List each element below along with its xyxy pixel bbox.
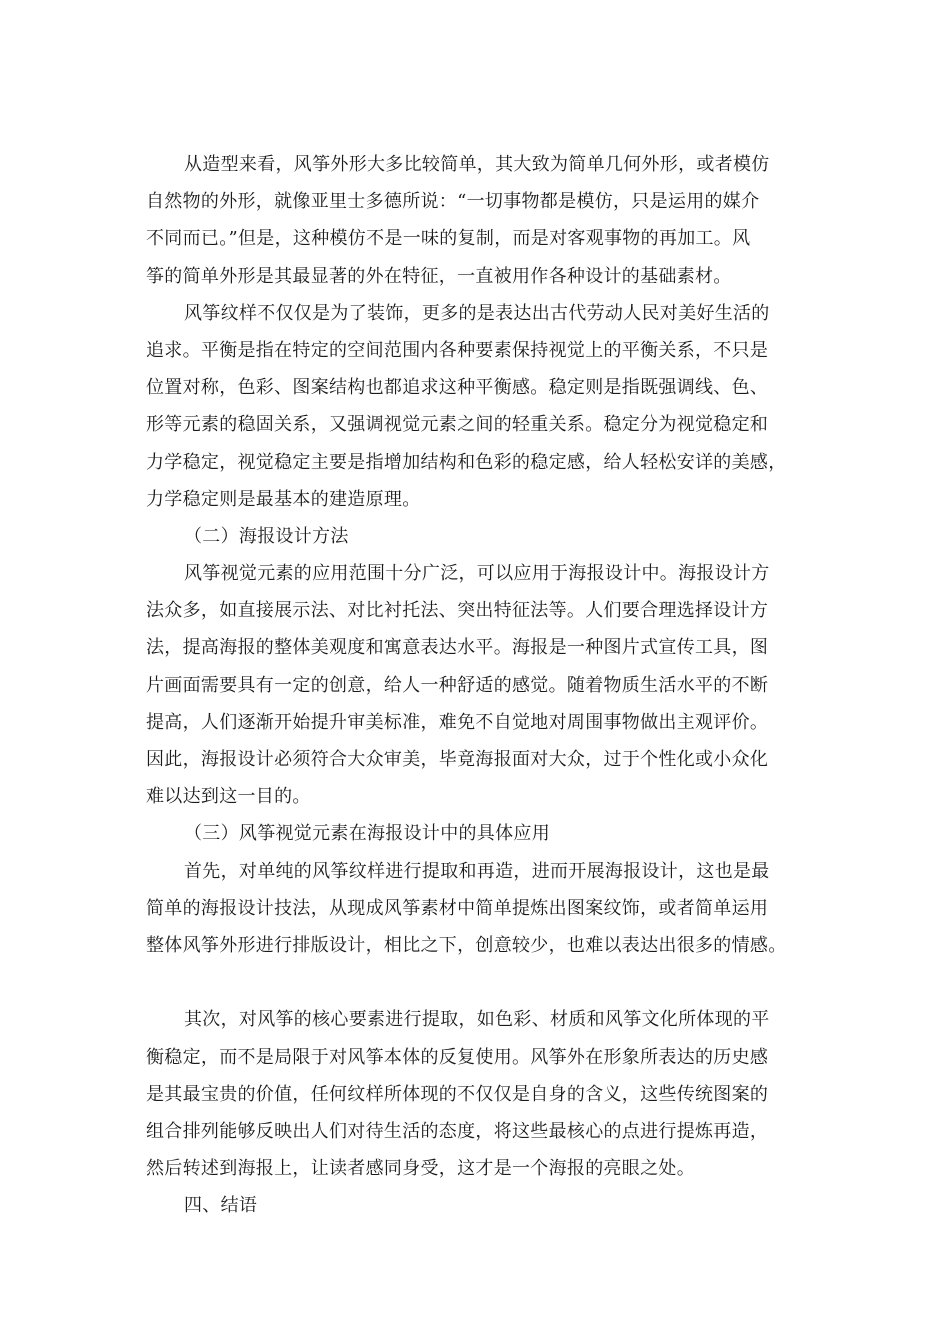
- paragraph-line: 组合排列能够反映出人们对待生活的态度，将这些最核心的点进行提炼再造，: [146, 1120, 769, 1142]
- paragraph-line: 法，提高海报的整体美观度和寓意表达水平。海报是一种图片式宣传工具，图: [146, 637, 769, 659]
- paragraph-line: 整体风筝外形进行排版设计，相比之下，创意较少，也难以表达出很多的情感。: [146, 934, 787, 956]
- paragraph-line: 风筝纹样不仅仅是为了装饰，更多的是表达出古代劳动人民对美好生活的: [184, 302, 770, 324]
- paragraph-line: 风筝视觉元素的应用范围十分广泛，可以应用于海报设计中。海报设计方: [184, 563, 770, 585]
- paragraph-line: 简单的海报设计技法，从现成风筝素材中简单提炼出图案纹饰，或者简单运用: [146, 897, 769, 919]
- body-paragraph: [146, 853, 826, 965]
- paragraph-line: 力学稳定，视觉稳定主要是指增加结构和色彩的稳定感，给人轻松安详的美感，: [146, 451, 787, 473]
- paragraph-line: 是其最宝贵的价值，任何纹样所体现的不仅仅是自身的含义，这些传统图案的: [146, 1083, 769, 1105]
- paragraph-line: 从造型来看，风筝外形大多比较简单，其大致为简单几何外形，或者模仿: [184, 154, 770, 175]
- paragraph-line: 衡稳定，而不是局限于对风筝本体的反复使用。风筝外在形象所表达的历史感: [146, 1046, 769, 1068]
- body-paragraph: [146, 555, 826, 815]
- paragraph-line: 自然物的外形，就像亚里士多德所说：“一切事物都是模仿，只是运用的媒介: [146, 191, 760, 213]
- section-heading: [146, 1187, 826, 1224]
- paragraph-line: 片画面需要具有一定的创意，给人一种舒适的感觉。随着物质生活水平的不断: [146, 674, 769, 696]
- paragraph-line: 然后转述到海报上，让读者感同身受，这才是一个海报的亮眼之处。: [146, 1158, 695, 1180]
- paragraph-line: 筝的简单外形是其最显著的外在特征，一直被用作各种设计的基础素材。: [146, 265, 732, 287]
- document-body: [146, 146, 826, 1224]
- body-paragraph: [146, 1001, 826, 1187]
- paragraph-line: 力学稳定则是最基本的建造原理。: [146, 488, 421, 510]
- section-heading: [146, 518, 826, 555]
- blank-line: [146, 964, 826, 1001]
- paragraph-line: 首先，对单纯的风筝纹样进行提取和再造，进而开展海报设计，这也是最: [184, 860, 770, 882]
- body-paragraph: [146, 146, 826, 295]
- paragraph-line: 法众多，如直接展示法、对比衬托法、突出特征法等。人们要合理选择设计方: [146, 600, 769, 622]
- paragraph-line: 难以达到这一目的。: [146, 786, 311, 808]
- paragraph-line: 其次，对风筝的核心要素进行提取，如色彩、材质和风筝文化所体现的平: [184, 1009, 770, 1031]
- paragraph-line: 因此，海报设计必须符合大众审美，毕竟海报面对大众，过于个性化或小众化: [146, 749, 769, 770]
- paragraph-line: 位置对称，色彩、图案结构也都追求这种平衡感。稳定则是指既强调线、色、: [146, 377, 769, 399]
- paragraph-line: 提高，人们逐渐开始提升审美标准，难免不自觉地对周围事物做出主观评价。: [146, 711, 769, 733]
- paragraph-line: 形等元素的稳固关系，又强调视觉元素之间的轻重关系。稳定分为视觉稳定和: [146, 414, 769, 436]
- heading-text: （三）风筝视觉元素在海报设计中的具体应用: [184, 823, 550, 845]
- paragraph-line: 不同而已。”但是，这种模仿不是一味的复制，而是对客观事物的再加工。风: [146, 228, 751, 250]
- heading-text: （二）海报设计方法: [184, 525, 349, 547]
- heading-text: 四、结语: [184, 1195, 258, 1217]
- section-heading: [146, 815, 826, 852]
- paragraph-line: 追求。平衡是指在特定的空间范围内各种要素保持视觉上的平衡关系，不只是: [146, 339, 769, 361]
- body-paragraph: [146, 295, 826, 518]
